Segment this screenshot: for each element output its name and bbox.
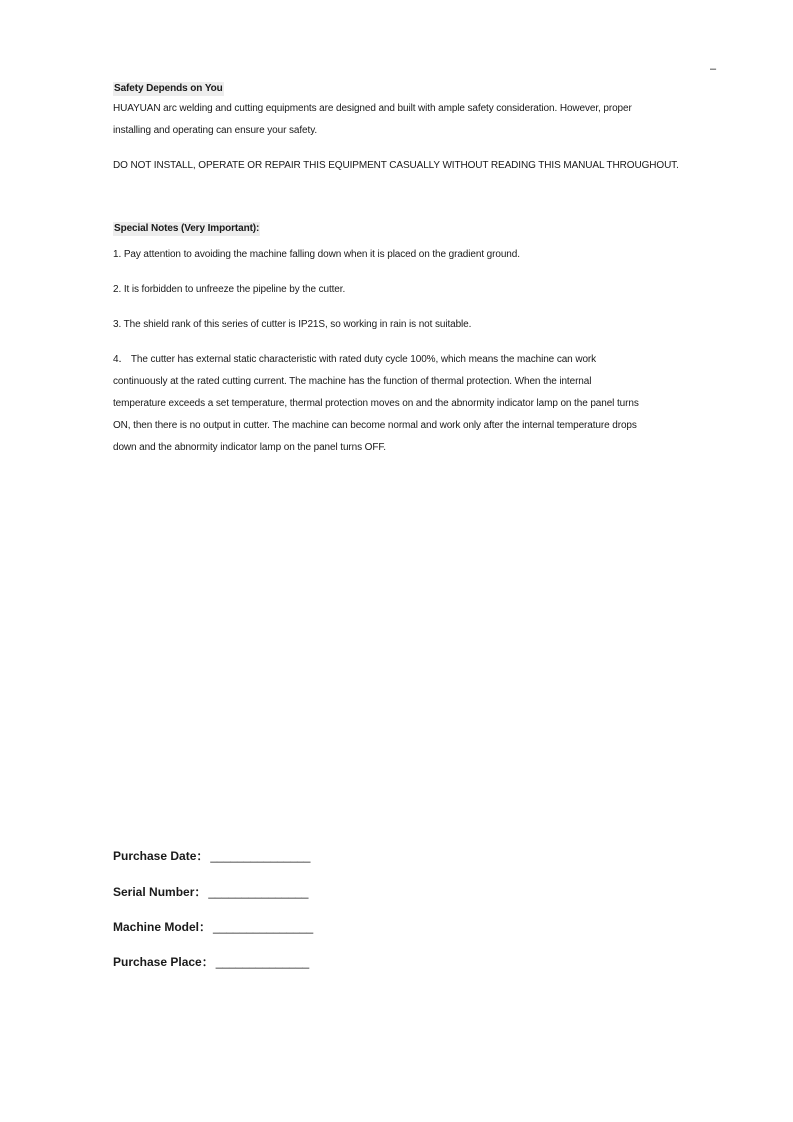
- machine-model-field: _______________: [213, 920, 314, 934]
- safety-paragraph-line-2: installing and operating can ensure your safety.: [113, 125, 318, 136]
- serial-number-field: _______________: [208, 885, 309, 899]
- purchase-place-field: ______________: [215, 955, 310, 969]
- special-note-text: 3. The shield rank of this series of cutter is IP21S, so working in rain is not suitable.: [113, 319, 472, 330]
- special-note-4-line-5: down and the abnormity indicator lamp on the panel turns OFF.: [113, 442, 386, 453]
- special-note-item-3: [113, 314, 723, 336]
- serial-number-row: [113, 884, 308, 900]
- special-note-4-line-1: 4． The cutter has external static characteristic with rated duty cycle 100%, which means the machine can work: [113, 354, 597, 365]
- safety-heading: Safety Depends on You: [114, 83, 223, 94]
- special-note-text: 1. Pay attention to avoiding the machine falling down when it is placed on the gradient ground.: [113, 249, 520, 260]
- safety-paragraph-line-1: HUAYUAN arc welding and cutting equipments are designed and built with ample safety consideration. However, proper: [113, 103, 632, 114]
- special-notes-heading: Special Notes (Very Important):: [114, 223, 260, 234]
- special-note-item-2: [113, 279, 723, 301]
- special-note-item-1: [113, 244, 723, 266]
- special-note-4-line-4: ON, then there is no output in cutter. The machine can become normal and work only after the internal temperature drops: [113, 420, 637, 431]
- purchase-place-row: [113, 954, 309, 970]
- purchase-date-field: _______________: [210, 849, 311, 863]
- purchase-place-label: Purchase Place：: [113, 955, 214, 969]
- special-note-4-line-2: continuously at the rated cutting current. The machine has the function of thermal protection. When the internal: [113, 376, 592, 387]
- purchase-date-row: [113, 848, 310, 864]
- safety-paragraph: [113, 98, 723, 142]
- purchase-date-label: Purchase Date：: [113, 849, 209, 863]
- serial-number-label: Serial Number：: [113, 885, 207, 899]
- special-note-text: 2. It is forbidden to unfreeze the pipeline by the cutter.: [113, 284, 346, 295]
- safety-section: [113, 78, 723, 100]
- safety-warning: [113, 155, 723, 177]
- machine-model-row: [113, 919, 313, 935]
- special-note-item-4: [113, 349, 723, 459]
- corner-mark: –: [710, 63, 717, 75]
- special-note-4-line-3: temperature exceeds a set temperature, thermal protection moves on and the abnormity indicator lamp on the panel turns: [113, 398, 639, 409]
- safety-warning-text: DO NOT INSTALL, OPERATE OR REPAIR THIS EQUIPMENT CASUALLY WITHOUT READING THIS MANUAL THROUGHOUT.: [113, 160, 679, 171]
- special-notes-section: [113, 218, 723, 240]
- machine-model-label: Machine Model：: [113, 920, 212, 934]
